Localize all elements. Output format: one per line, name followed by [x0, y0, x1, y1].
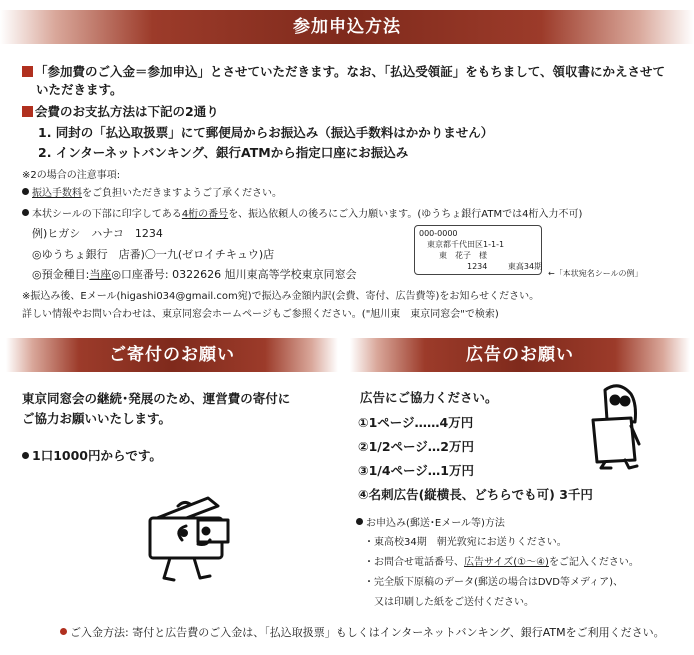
- square-bullet-icon: [22, 106, 33, 117]
- bullet-icon: [22, 209, 29, 216]
- wallet-mascot-icon: [138, 486, 246, 586]
- bank-line: ◎ゆうちょ銀行 店番)〇一九(ゼロイチキュウ)店: [32, 248, 275, 261]
- method-para1: 「参加費のご入金＝参加申込」とさせていただきます。なお、「払込受領証」をもちまして、領収書にかえさせて: [22, 62, 665, 80]
- ad-price-item: ①1ページ……4万円: [358, 415, 474, 430]
- label-name: 東 花子 様: [439, 251, 487, 260]
- note-fee: 振込手数料をご負担いただきますようご了承ください。: [22, 184, 282, 199]
- ad-price-item: ④名刺広告(縦横長、どちらでも可) 3千円: [358, 487, 593, 502]
- note-number: 本状シールの下部に印字してある4桁の番号を、振込依頼人の後ろにご入力願います。(ゆうちょ銀行ATMでは4桁入力不可): [22, 205, 582, 220]
- donation-unit: 1口1000円からです。: [22, 446, 162, 464]
- bullet-icon: [22, 188, 29, 195]
- apply-line2: ・お問合せ電話番号、広告サイズ(①〜④)をご記入ください。: [364, 557, 639, 568]
- donation-title: ご寄付のお願い: [109, 345, 235, 365]
- section-title-banner: [0, 10, 694, 44]
- payment-option-1: 1. 同封の「払込取扱票」にて郵便局からお振込み（振込手数料はかかりません）: [38, 125, 494, 140]
- method-para1-cont: いただきます。: [36, 82, 123, 97]
- account-line: ◎預金種目:当座◎口座番号: 0322626 旭川東高等学校東京同窓会: [32, 268, 357, 281]
- apply-line3: ・完全版下原稿のデータ(郵送の場合はDVD等メディア)、: [364, 577, 624, 588]
- label-address: 東京都千代田区1-1-1: [427, 240, 505, 249]
- ad-price-item: ③1/4ページ…1万円: [358, 463, 474, 478]
- apply-line1: ・東高校34期 朝光敦宛にお送りください。: [364, 537, 567, 548]
- penguin-mascot-icon: [585, 380, 645, 470]
- ad-title: 広告のお願い: [466, 345, 574, 365]
- label-number-row: 1234 東高34期: [467, 262, 543, 271]
- notes-header: ※2の場合の注意事項:: [22, 170, 121, 181]
- label-zip: 000-0000: [419, 229, 458, 238]
- apply-header: お申込み(郵送･Eメール等)方法: [356, 514, 505, 529]
- donation-line2: ご協力お願いいたします。: [22, 411, 172, 426]
- red-bullet-icon: [60, 628, 67, 635]
- apply-line4: 又は印刷した紙をご送付ください。: [364, 597, 534, 608]
- email-notice: ※振込み後、Eメール(higashi034@gmail.com宛)で振込み金額内訳(会費、寄付、広告費等)をお知らせください。: [22, 291, 540, 302]
- ad-banner: [350, 338, 690, 372]
- payment-footer-note: ご入金方法: 寄付と広告費のご入金は、「払込取扱票」もしくはインターネットバンキング、銀行ATMをご利用ください。: [60, 624, 665, 640]
- bullet-icon: [356, 518, 363, 525]
- payment-option-2: 2. インターネットバンキング、銀行ATMから指定口座にお振込み: [38, 145, 409, 160]
- donation-line1: 東京同窓会の継続･発展のため、運営費の寄付に: [22, 391, 291, 406]
- square-bullet-icon: [22, 66, 33, 77]
- ad-price-item: ②1/2ページ…2万円: [358, 439, 474, 454]
- label-caption: ←「本状宛名シールの例」: [548, 269, 643, 278]
- method-para2: 会費のお支払方法は下記の2通り: [22, 102, 219, 120]
- donation-banner: [6, 338, 338, 372]
- contact-info: 詳しい情報やお問い合わせは、東京同窓会ホームページもご参照ください。("旭川東 東京同窓会"で検索): [22, 309, 499, 320]
- section-title: 参加申込方法: [293, 17, 401, 37]
- bullet-icon: [22, 452, 29, 459]
- address-label-sample: [414, 225, 542, 275]
- example-line: 例)ヒガシ ハナコ 1234: [32, 227, 163, 240]
- ad-intro: 広告にご協力ください。: [360, 390, 498, 405]
